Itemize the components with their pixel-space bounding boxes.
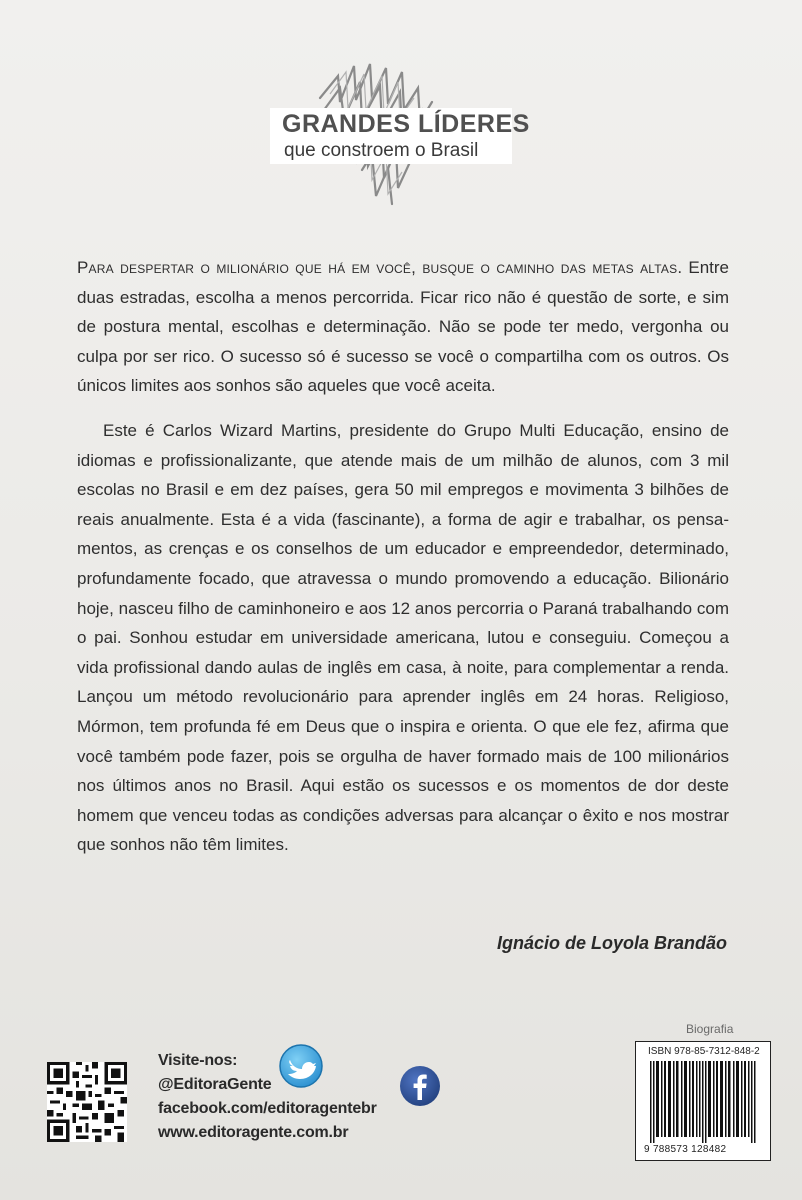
synopsis-paragraph-2: Este é Carlos Wizard Martins, presidente do Grupo Multi Educação, ensino de idiomas e profissionalizante, que atende mais de um milhão de alunos, com 3 mil escolas no Brasil e em dez países, gera 50 mil empregos e movimenta 3 bilhões de reais anualmente. Esta é a vida (fascinante), a forma de agir e trabalhar, os pensa-mentos, as crenças e os conselhos de um educador e empreendedor, determinado, profundamente focado, que atravessa o mundo promovendo a educação. Bilionário hoje, nasceu filho de caminhoneiro e aos 12 anos percorria o Paraná trabalhando com o pai. Sonhou estudar em universidade americana, lutou e conseguiu. Começou a vida profissional dando aulas de inglês em casa, à noite, para complementar a renda. Lançou um método revolucionário para aprender inglês em 24 horas. Religioso, Mórmon, tem profunda fé em Deus que o inspira e orienta. O que ele fez, afirma que você também pode fazer, pois se orgulha de haver formado mais de 100 milionários nos últimos anos no Brasil. Aqui estão os sucessos e os momentos de dor deste homem que venceu todas as condições adversas para alcançar o êxito e nos mostrar que sonhos não têm limites. bbox=[77, 421, 729, 855]
website-link[interactable]: www.editoragente.com.br bbox=[158, 1124, 349, 1141]
barcode-bars bbox=[650, 1061, 758, 1143]
facebook-link[interactable]: facebook.com/editoragentebr bbox=[158, 1100, 377, 1117]
barcode-box bbox=[635, 1041, 771, 1161]
isbn-text: ISBN 978-85-7312-848-2 bbox=[648, 1046, 760, 1057]
contact-block bbox=[158, 1049, 377, 1145]
facebook-f-icon[interactable] bbox=[398, 1064, 442, 1108]
genre-label: Biografia bbox=[686, 1022, 734, 1036]
synopsis-paragraph-1 bbox=[77, 253, 729, 401]
barcode-digits: 9 788573 128482 bbox=[644, 1144, 727, 1155]
twitter-handle-link[interactable]: @EditoraGente bbox=[158, 1076, 272, 1093]
synopsis-paragraph-1-text: Entre duas estradas, escolha a menos percorrida. Ficar rico não é questão de sorte, e sim de postura mental, escolhas e determinação. Não se pode ter medo, vergonha ou culpa por ser rico. O sucesso só é sucesso se você o compartilha com os outros. Os únicos limites aos sonhos são aqueles que você aceita. bbox=[77, 258, 729, 396]
qr-code[interactable] bbox=[47, 1062, 127, 1142]
twitter-bird-icon[interactable] bbox=[278, 1043, 324, 1089]
series-logo bbox=[270, 58, 530, 208]
logo-title: GRANDES LÍDERES bbox=[282, 110, 530, 138]
author-signature: Ignácio de Loyola Brandão bbox=[496, 933, 727, 953]
logo-subtitle: que constroem o Brasil bbox=[284, 140, 479, 161]
visit-label: Visite-nos: bbox=[158, 1052, 238, 1069]
synopsis-lead: Para despertar o milionário que há em você, busque o caminho das metas altas. bbox=[77, 258, 683, 277]
